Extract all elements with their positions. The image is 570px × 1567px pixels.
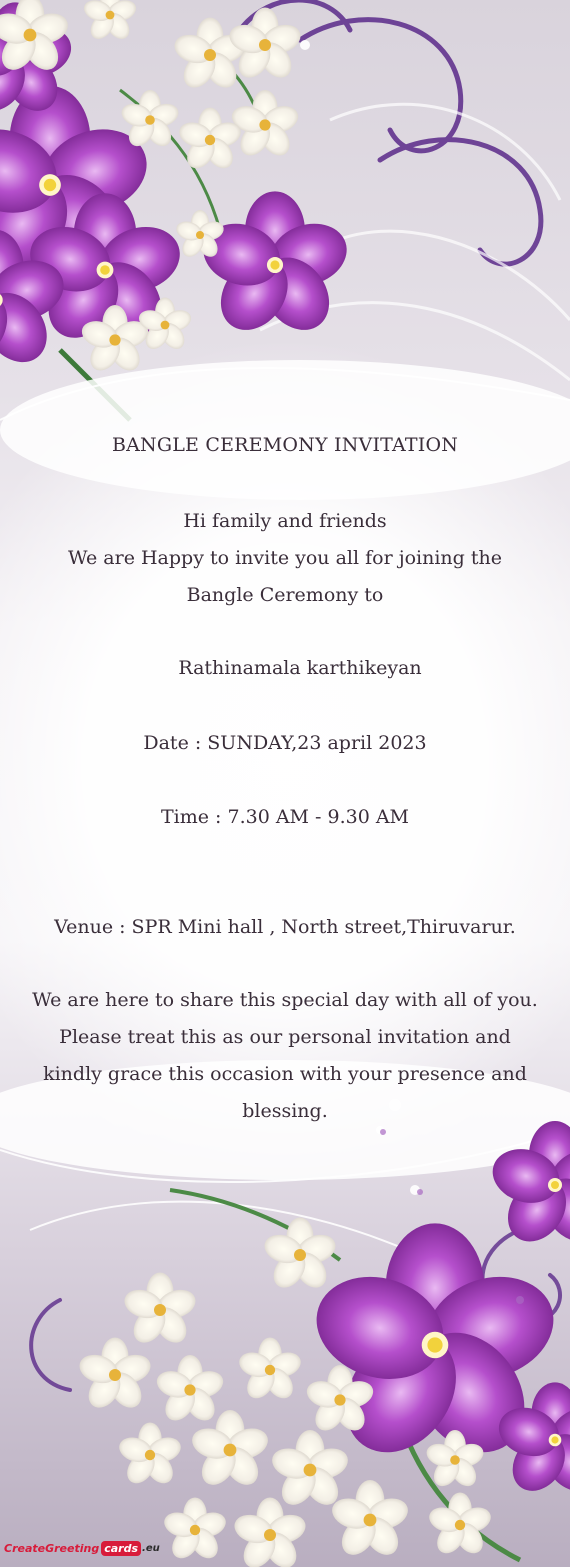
event-venue: Venue : SPR Mini hall , North street,Thiruvarur.	[54, 916, 516, 938]
invite-text-line1: We are Happy to invite you all for joining the	[68, 547, 502, 569]
closing-text-line3: kindly grace this occasion with your presence and	[43, 1063, 527, 1085]
closing-text-line2: Please treat this as our personal invitation and	[59, 1026, 511, 1048]
watermark-part3: .eu	[142, 1542, 160, 1554]
invite-text-line2: Bangle Ceremony to	[186, 584, 384, 606]
watermark-part1: CreateGreeting	[4, 1541, 100, 1555]
watermark-part2: cards	[101, 1541, 141, 1556]
bottom-flower-cluster	[76, 1121, 570, 1567]
top-flower-cluster	[0, 0, 355, 420]
event-time: Time : 7.30 AM - 9.30 AM	[160, 806, 410, 828]
closing-text-line4: blessing.	[242, 1100, 328, 1122]
invitation-heading: BANGLE CEREMONY INVITATION	[111, 434, 459, 456]
honoree-name: Rathinamala karthikeyan	[178, 657, 422, 679]
greeting-text: Hi family and friends	[183, 510, 387, 532]
watermark-logo[interactable]	[4, 1534, 160, 1562]
event-date: Date : SUNDAY,23 april 2023	[143, 732, 427, 754]
closing-text-line1: We are here to share this special day with all of you.	[32, 989, 538, 1011]
